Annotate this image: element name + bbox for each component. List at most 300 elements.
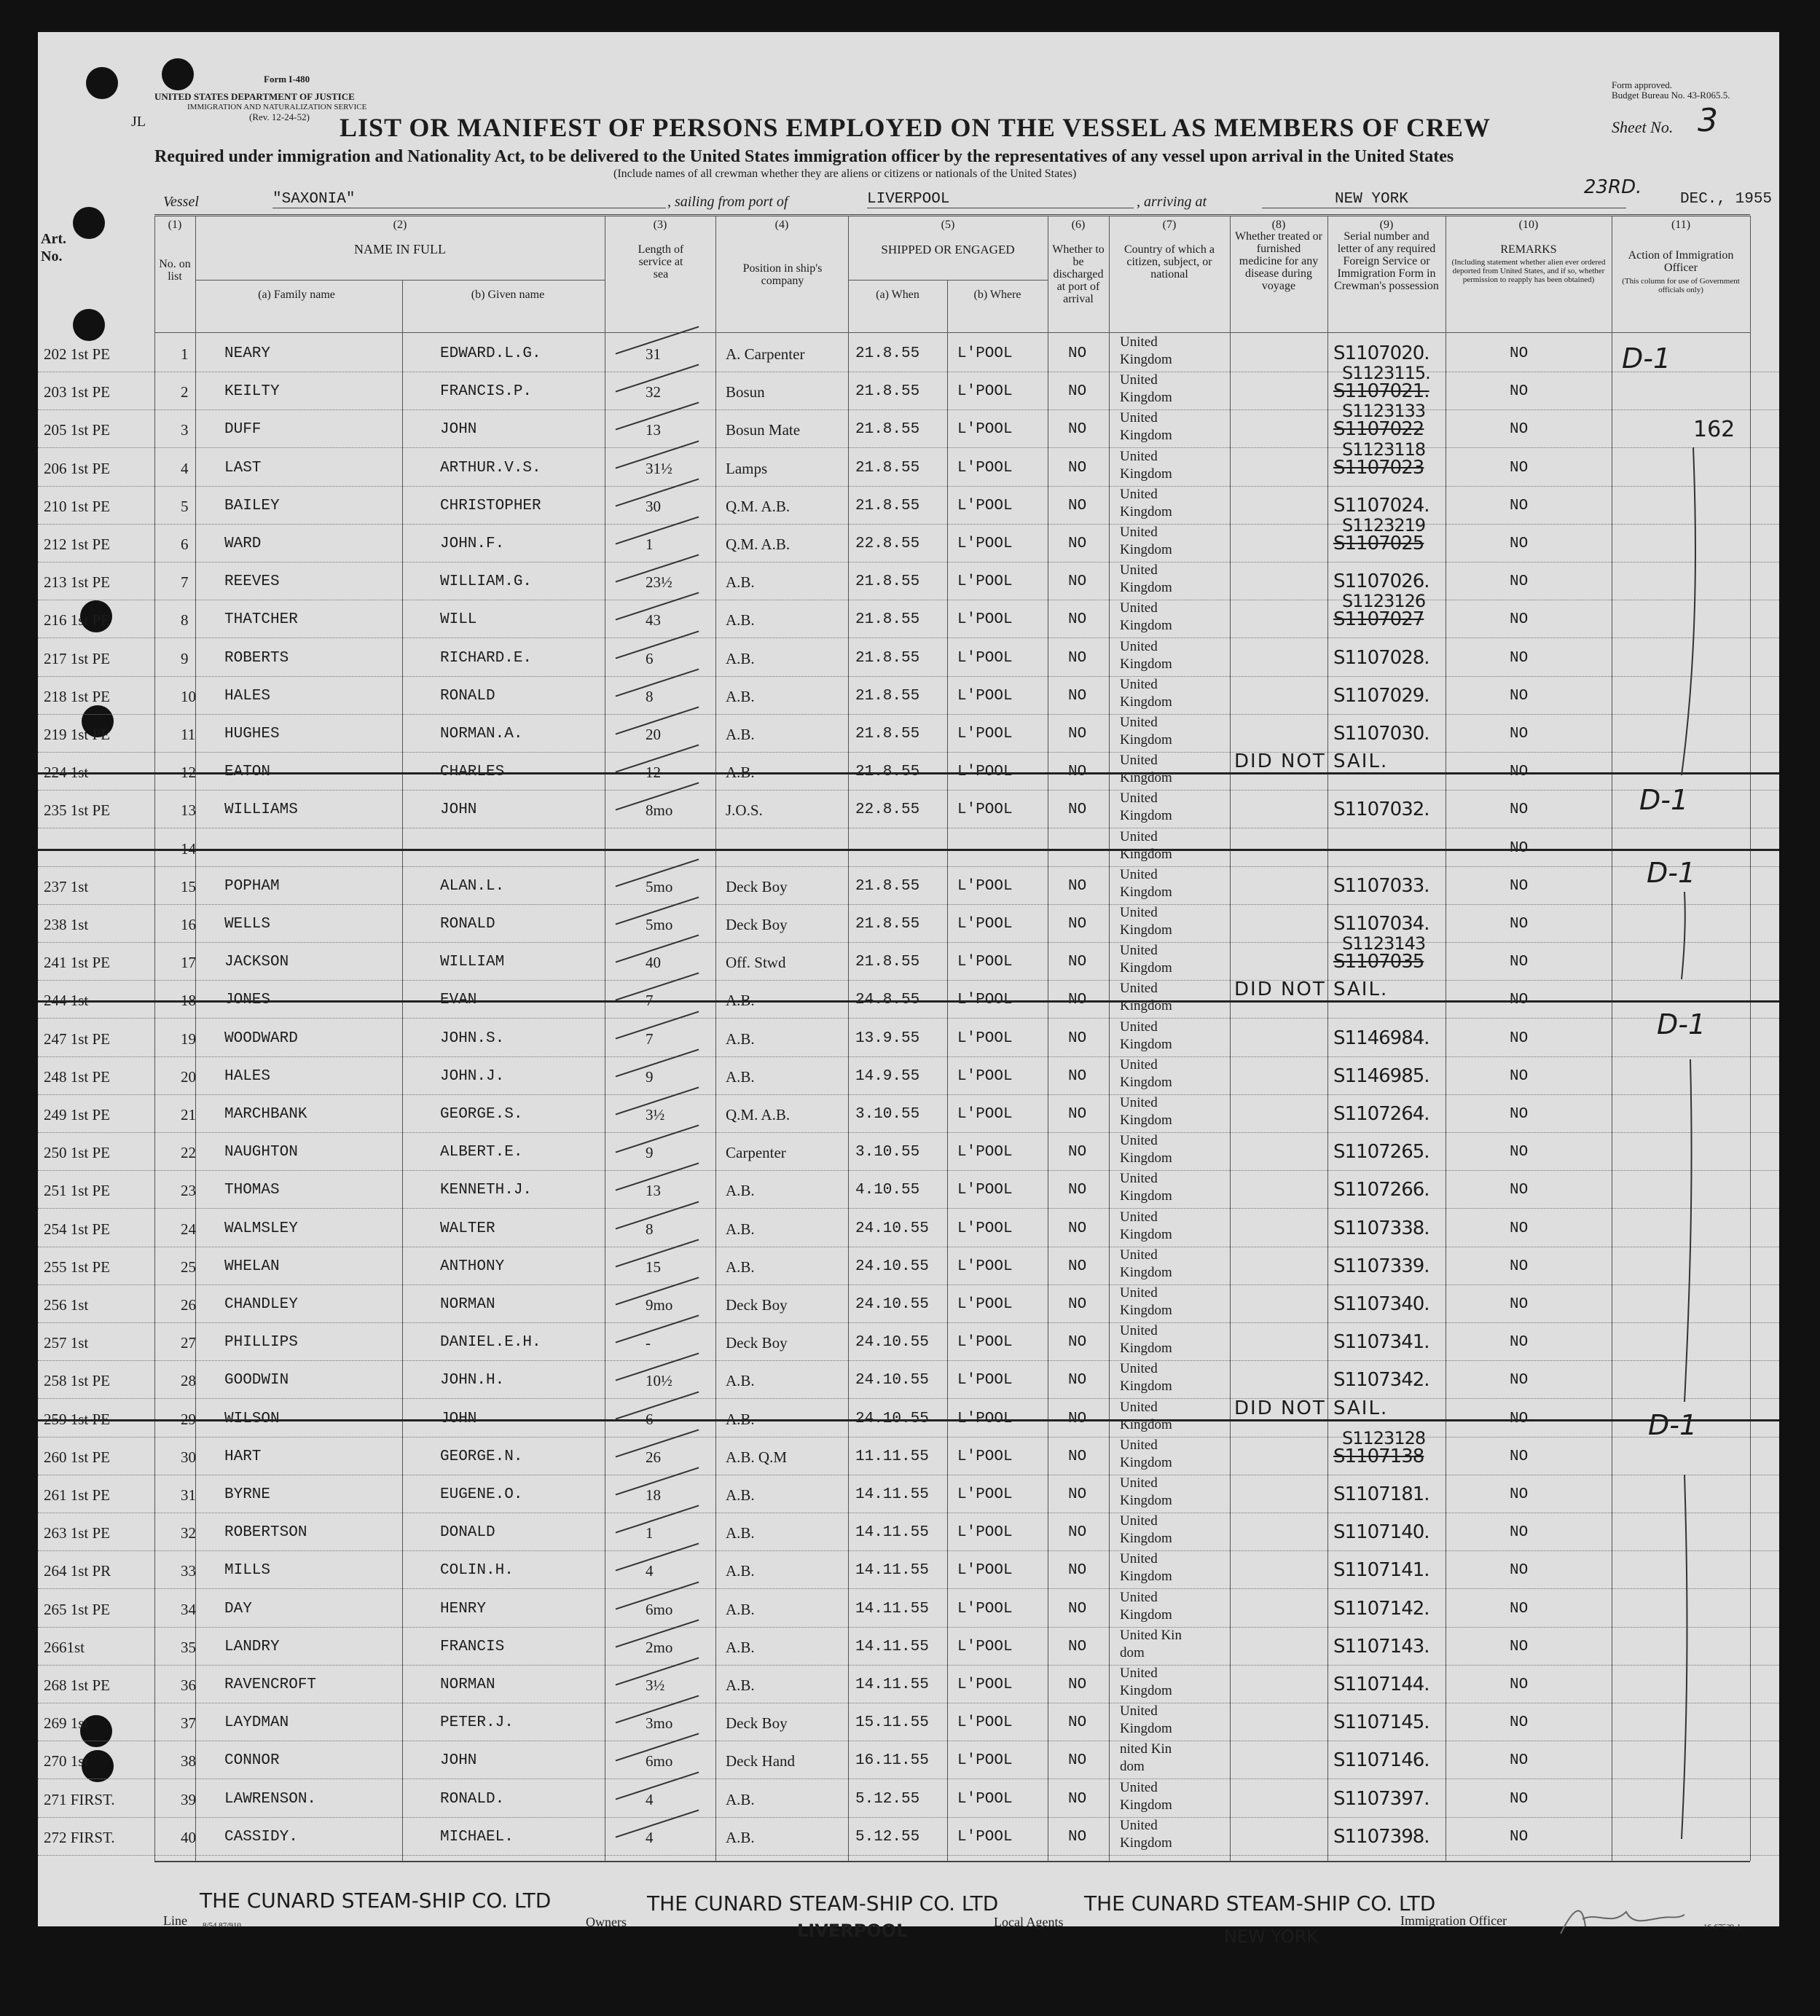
col5-header: SHIPPED OR ENGAGED [881, 243, 1015, 256]
family-name: DAY [224, 1600, 252, 1617]
country: United Kingdom [1120, 562, 1172, 596]
col4-number: (4) [774, 219, 789, 231]
discharge-flag: NO [1068, 345, 1087, 362]
given-name: ALBERT.E. [440, 1144, 523, 1161]
discharge-flag: NO [1068, 1334, 1087, 1352]
footer-rule [154, 1861, 1750, 1862]
serial-number: S1107397. [1333, 1787, 1429, 1810]
serial-number-correction: S1123118 [1342, 439, 1426, 460]
family-name: CASSIDY. [224, 1828, 298, 1846]
remarks: NO [1510, 1067, 1529, 1085]
shipped-date: 21.8.55 [855, 916, 920, 933]
family-name: THATCHER [224, 611, 298, 629]
shipped-port: L'POOL [957, 536, 1013, 552]
shipped-port: L'POOL [957, 1486, 1013, 1503]
discharge-flag: NO [1068, 764, 1087, 781]
sailing-label: , sailing from port of [667, 194, 788, 210]
position: A.B. [726, 1372, 755, 1390]
discharge-flag: NO [1068, 1448, 1087, 1465]
table-row: 255 1st PE 25 WHELAN ANTHONY 15 A.B. 24.10.55 L'POOL NO NO United Kingdom S1107339. [38, 1248, 1779, 1286]
art-number: 213 1st PE [44, 573, 111, 592]
table-row: 250 1st PE 22 NAUGHTON ALBERT.E. 9 Carpenter 3.10.55 L'POOL NO NO United Kingdom S1107265. [38, 1134, 1779, 1172]
officer-bracket-lines [1612, 338, 1750, 1868]
family-name: MILLS [224, 1562, 271, 1580]
col4-header: Position in ship's company [742, 262, 823, 287]
shipped-port: L'POOL [957, 1448, 1013, 1465]
given-name: WILLIAM.G. [440, 573, 533, 591]
strike-through-line [38, 772, 1779, 774]
row-rule [38, 904, 1779, 905]
position: A.B. [726, 1600, 755, 1618]
service-length: 6 [646, 649, 654, 667]
serial-number: S1107033. [1333, 874, 1429, 897]
remarks: NO [1510, 536, 1529, 552]
table-row: 205 1st PE 3 DUFF JOHN 13 Bosun Mate 21.8.55 L'POOL NO NO United Kingdom S1107022 S1123133 [38, 411, 1779, 449]
art-number: 254 1st PE [44, 1220, 111, 1238]
row-rule [38, 1550, 1779, 1551]
row-rule [38, 1778, 1779, 1779]
table-row: 269 1st 37 LAYDMAN PETER.J. 3mo Deck Boy 15.11.55 L'POOL NO NO United Kingdom S1107145. [38, 1704, 1779, 1742]
form-approved: Form approved. [1612, 79, 1673, 90]
table-row: 202 1st PE 1 NEARY EDWARD.L.G. 31 A. Carpenter 21.8.55 L'POOL NO NO United Kingdom S1107020. [38, 335, 1779, 373]
family-name: GOODWIN [224, 1372, 289, 1389]
position: A.B. [726, 992, 755, 1010]
shipped-port: L'POOL [957, 877, 1013, 895]
shipped-date: 21.8.55 [855, 726, 920, 742]
family-name: HALES [224, 1067, 271, 1085]
discharge-flag: NO [1068, 649, 1087, 667]
service-length: 6mo [646, 1600, 673, 1618]
shipped-date: 21.8.55 [855, 345, 920, 362]
row-rule [38, 1855, 1779, 1856]
position: A.B. [726, 1676, 755, 1694]
position: A.B. [726, 764, 755, 782]
position: A.B. [726, 1258, 755, 1276]
table-row: 235 1st PE 13 WILLIAMS JOHN 8mo J.O.S. 22.8.55 L'POOL NO NO United Kingdom S1107032. [38, 791, 1779, 829]
table-row: 251 1st PE 23 THOMAS KENNETH.J. 13 A.B. 4.10.55 L'POOL NO NO United Kingdom S1107266. [38, 1172, 1779, 1209]
discharge-flag: NO [1068, 1182, 1087, 1199]
remarks: NO [1510, 1790, 1529, 1808]
discharge-flag: NO [1068, 1029, 1087, 1047]
remarks: NO [1510, 573, 1529, 591]
given-name: JOHN.J. [440, 1067, 505, 1085]
country: United Kingdom [1120, 1361, 1172, 1395]
vessel-label: Vessel [163, 194, 199, 210]
table-row: 219 1st PE 11 HUGHES NORMAN.A. 20 A.B. 21.8.55 L'POOL NO NO United Kingdom S1107030. [38, 715, 1779, 753]
table-row: 257 1st 27 PHILLIPS DANIEL.E.H. - Deck Boy 24.10.55 L'POOL NO NO United Kingdom S1107341. [38, 1324, 1779, 1362]
shipped-date: 24.10.55 [855, 1258, 929, 1275]
position: Off. Stwd [726, 954, 786, 972]
shipped-port: L'POOL [957, 1714, 1013, 1732]
family-name: REEVES [224, 573, 280, 591]
given-name: HENRY [440, 1600, 487, 1617]
shipped-date: 14.11.55 [855, 1562, 929, 1580]
given-name: NORMAN.A. [440, 726, 523, 742]
table-row: 261 1st PE 31 BYRNE EUGENE.O. 18 A.B. 14.11.55 L'POOL NO NO United Kingdom S1107181. [38, 1476, 1779, 1514]
col7-number: (7) [1162, 219, 1177, 231]
family-name: LAST [224, 459, 262, 476]
service-length: 9mo [646, 1296, 673, 1314]
country: United Kingdom [1120, 943, 1172, 976]
given-name: WILL [440, 611, 477, 629]
position: A.B. [726, 726, 755, 743]
art-no-header: Art. No. [41, 231, 66, 264]
position: Deck Boy [726, 1296, 788, 1314]
shipped-port: L'POOL [957, 1372, 1013, 1389]
row-rule [38, 409, 1779, 410]
position: A.B. [726, 1220, 755, 1238]
family-name: JONES [224, 992, 271, 1009]
family-name: JACKSON [224, 954, 289, 971]
remarks: NO [1510, 726, 1529, 742]
serial-number: S1146985. [1333, 1064, 1429, 1087]
remarks: NO [1510, 1372, 1529, 1389]
discharge-flag: NO [1068, 801, 1087, 819]
serial-number: S1107342. [1333, 1369, 1429, 1392]
shipped-date: 22.8.55 [855, 801, 920, 819]
art-number: 248 1st PE [44, 1067, 111, 1086]
line-label: Line [163, 1913, 187, 1928]
shipped-port: L'POOL [957, 1144, 1013, 1161]
remarks: NO [1510, 1524, 1529, 1542]
given-name: MICHAEL. [440, 1828, 514, 1846]
art-number: 269 1st [44, 1714, 89, 1733]
family-name: NEARY [224, 345, 271, 362]
remarks: NO [1510, 1638, 1529, 1655]
service-length: 30 [646, 497, 661, 515]
discharge-flag: NO [1068, 1638, 1087, 1655]
shipped-date: 5.12.55 [855, 1828, 920, 1846]
print-code: 8/54 87/910 [203, 1921, 241, 1930]
serial-number-correction: S1123115. [1342, 363, 1430, 384]
art-number: 249 1st PE [44, 1106, 111, 1123]
col7-header: Country of which a citizen, subject, or national [1124, 243, 1215, 281]
shipped-port: L'POOL [957, 1067, 1013, 1085]
col3-header: Length of service at sea [638, 243, 684, 281]
row-rule [38, 676, 1779, 677]
art-number: 218 1st PE [44, 687, 111, 705]
row-rule [38, 942, 1779, 943]
country: United Kingdom [1120, 1171, 1172, 1204]
position: A.B. [726, 1790, 755, 1808]
serial-number: S1107025 [1333, 533, 1424, 554]
family-name: POPHAM [224, 877, 280, 895]
discharge-flag: NO [1068, 1486, 1087, 1503]
port-of-departure: LIVERPOOL [867, 191, 1134, 208]
remarks: NO [1510, 649, 1529, 667]
serial-number: S1107144. [1333, 1674, 1429, 1695]
country: United Kingdom [1120, 715, 1172, 748]
remarks: NO [1510, 1752, 1529, 1770]
art-number: 237 1st [44, 877, 89, 895]
col11-note: (This column for use of Government officials only) [1622, 277, 1740, 294]
remarks: NO [1510, 1676, 1529, 1693]
serial-number-correction: S1123133 [1342, 401, 1426, 422]
remarks: NO [1510, 992, 1529, 1009]
officer-label: Immigration Officer [1400, 1913, 1507, 1928]
service-length: 43 [646, 611, 661, 629]
shipped-port: L'POOL [957, 726, 1013, 742]
table-row: 271 FIRST. 39 LAWRENSON. RONALD. 4 A.B. 5.12.55 L'POOL NO NO United Kingdom S1107397. [38, 1781, 1779, 1819]
service-length: 15 [646, 1258, 661, 1276]
table-row: 247 1st PE 19 WOODWARD JOHN.S. 7 A.B. 13.9.55 L'POOL NO NO United Kingdom S1146984. [38, 1020, 1779, 1058]
given-name: ARTHUR.V.S. [440, 459, 541, 476]
art-number: 235 1st PE [44, 801, 111, 820]
shipped-port: L'POOL [957, 916, 1013, 933]
given-name: JOHN [440, 1410, 477, 1427]
shipped-date: 14.11.55 [855, 1638, 929, 1655]
family-name: HART [224, 1448, 262, 1465]
serial-number: S1107022 [1333, 418, 1424, 441]
shipped-port: L'POOL [957, 1334, 1013, 1352]
shipped-date: 4.10.55 [855, 1182, 920, 1199]
service-length: 4 [646, 1562, 654, 1580]
shipped-port: L'POOL [957, 421, 1013, 439]
table-row: 268 1st PE 36 RAVENCROFT NORMAN 3½ A.B. 14.11.55 L'POOL NO NO United Kingdom S1107144. [38, 1666, 1779, 1704]
family-name: WOODWARD [224, 1029, 298, 1047]
service-length: 4 [646, 1828, 654, 1846]
col11-number: (11) [1671, 219, 1691, 231]
table-top-rule [154, 214, 1750, 216]
service-length: 6 [646, 1410, 654, 1428]
discharge-flag: NO [1068, 1067, 1087, 1085]
row-rule [38, 1588, 1779, 1589]
family-name: KEILTY [224, 383, 280, 401]
country: United Kingdom [1120, 1056, 1172, 1090]
d1-annotation: D-1 [1639, 784, 1689, 816]
remarks: NO [1510, 1714, 1529, 1732]
service-length: 3½ [646, 1106, 665, 1123]
col8-number: (8) [1271, 219, 1286, 231]
art-number: 217 1st PE [44, 649, 111, 667]
art-number: 271 FIRST. [44, 1790, 115, 1808]
remarks: NO [1510, 1106, 1529, 1123]
row-rule [38, 1018, 1779, 1019]
serial-number-correction: S1123128 [1342, 1427, 1426, 1448]
position: Deck Hand [726, 1752, 796, 1770]
serial-number: S1107339. [1333, 1255, 1429, 1277]
position: Bosun [726, 383, 765, 401]
serial-number: S1107023 [1333, 456, 1424, 479]
position: Deck Boy [726, 1714, 788, 1733]
art-number: 210 1st PE [44, 497, 111, 515]
discharge-flag: NO [1068, 877, 1087, 895]
row-rule [38, 714, 1779, 715]
table-row: 203 1st PE 2 KEILTY FRANCIS.P. 32 Bosun 21.8.55 L'POOL NO NO United Kingdom S1107021. S1123115. [38, 373, 1779, 411]
row-rule [38, 1170, 1779, 1171]
shipped-date: 5.12.55 [855, 1790, 920, 1808]
shipped-date: 11.11.55 [855, 1448, 929, 1465]
shipped-date: 14.11.55 [855, 1486, 929, 1503]
agents-city: NEW YORK [1224, 1926, 1319, 1947]
page-title: LIST OR MANIFEST OF PERSONS EMPLOYED ON THE VESSEL AS MEMBERS OF CREW [340, 113, 1491, 142]
discharge-flag: NO [1068, 1714, 1087, 1732]
serial-number: S1107264. [1333, 1103, 1429, 1125]
family-name: ROBERTS [224, 649, 289, 667]
discharge-flag: NO [1068, 1106, 1087, 1123]
position: Deck Boy [726, 916, 788, 933]
col9-header: Serial number and letter of any required Foreign Service or Immigration Form in Crewman's possession [1334, 230, 1439, 292]
serial-number: S1107035 [1333, 951, 1424, 973]
arrival-day: 23RD. [1584, 176, 1642, 198]
col1-header: No. on list [159, 258, 191, 283]
count-annotation: 162 [1693, 417, 1735, 442]
given-name: GEORGE.S. [440, 1106, 523, 1123]
art-number: 265 1st PE [44, 1600, 111, 1618]
family-name: HALES [224, 687, 271, 705]
family-name: LANDRY [224, 1638, 280, 1655]
row-rule [38, 1284, 1779, 1285]
country: United Kingdom [1120, 753, 1172, 786]
given-name: JOHN.F. [440, 536, 505, 552]
remarks: NO [1510, 383, 1529, 401]
remarks: NO [1510, 916, 1529, 933]
punch-hole [86, 67, 118, 99]
shipped-port: L'POOL [957, 764, 1013, 781]
table-row: 241 1st PE 17 JACKSON WILLIAM 40 Off. Stwd 21.8.55 L'POOL NO NO United Kingdom S1107035 S1123143 [38, 944, 1779, 981]
family-name: MARCHBANK [224, 1106, 307, 1123]
table-row: 265 1st PE 34 DAY HENRY 6mo A.B. 14.11.55 L'POOL NO NO United Kingdom S1107142. [38, 1591, 1779, 1628]
shipped-port: L'POOL [957, 1296, 1013, 1313]
given-name: EDWARD.L.G. [440, 345, 541, 362]
family-name: HUGHES [224, 726, 280, 742]
service-length: 32 [646, 383, 661, 401]
shipped-date: 24.10.55 [855, 1410, 929, 1427]
position: J.O.S. [726, 801, 763, 820]
art-number: 268 1st PE [44, 1676, 111, 1694]
remarks: NO [1510, 1296, 1529, 1313]
table-row: 206 1st PE 4 LAST ARTHUR.V.S. 31½ Lamps 21.8.55 L'POOL NO NO United Kingdom S1107023 S1123118 [38, 450, 1779, 487]
art-number: 203 1st PE [44, 383, 111, 401]
shipped-port: L'POOL [957, 687, 1013, 705]
service-length: 8mo [646, 801, 673, 820]
table-row: 218 1st PE 10 HALES RONALD 8 A.B. 21.8.55 L'POOL NO NO United Kingdom S1107029. [38, 678, 1779, 715]
serial-number: S1107143. [1333, 1635, 1429, 1658]
country: United Kingdom [1120, 905, 1172, 938]
row-rule [38, 447, 1779, 448]
art-number: 2661st [44, 1638, 85, 1656]
family-name: WILLIAMS [224, 801, 298, 819]
shipped-date: 21.8.55 [855, 497, 920, 514]
position: A.B. [726, 1638, 755, 1656]
row-rule [38, 1132, 1779, 1133]
shipped-port: L'POOL [957, 1258, 1013, 1275]
shipped-date: 21.8.55 [855, 687, 920, 705]
row-rule [38, 1817, 1779, 1818]
position: A. Carpenter [726, 345, 805, 363]
country: United Kingdom [1120, 448, 1172, 482]
service-length: 23½ [646, 573, 672, 592]
discharge-flag: NO [1068, 1676, 1087, 1693]
vessel-name: "SAXONIA" [272, 191, 666, 208]
discharge-flag: NO [1068, 687, 1087, 705]
serial-number: S1107026. [1333, 570, 1429, 593]
service-length: 7 [646, 1029, 654, 1048]
remarks: NO [1510, 1486, 1529, 1503]
country: United Kingdom [1120, 1019, 1172, 1052]
remarks: NO [1510, 1029, 1529, 1047]
service-length: 5mo [646, 916, 673, 933]
line-company: THE CUNARD STEAM-SHIP CO. LTD [200, 1888, 552, 1913]
country: United Kingdom [1120, 1475, 1172, 1508]
art-number: 224 1st [44, 764, 89, 782]
table-row: 254 1st PE 24 WALMSLEY WALTER 8 A.B. 24.10.55 L'POOL NO NO United Kingdom S1107338. [38, 1210, 1779, 1248]
service-length: 9 [646, 1144, 654, 1162]
serial-number: S1107145. [1333, 1711, 1429, 1734]
shipped-date: 3.10.55 [855, 1106, 920, 1123]
serial-number: S1107034. [1333, 913, 1429, 935]
col8-header: Whether treated or furnished medicine for any disease during voyage [1235, 230, 1322, 292]
serial-number: S1107030. [1333, 723, 1429, 745]
table-row: 217 1st PE 9 ROBERTS RICHARD.E. 6 A.B. 21.8.55 L'POOL NO NO United Kingdom S1107028. [38, 640, 1779, 678]
service-length: 1 [646, 1524, 654, 1542]
table-row: 238 1st 16 WELLS RONALD 5mo Deck Boy 21.8.55 L'POOL NO NO United Kingdom S1107034. [38, 906, 1779, 944]
given-name: ALAN.L. [440, 877, 505, 895]
given-name: RONALD. [440, 1790, 505, 1808]
shipped-port: L'POOL [957, 1676, 1013, 1693]
art-number: 212 1st PE [44, 536, 111, 553]
position: Carpenter [726, 1144, 786, 1162]
given-name: EVAN [440, 992, 477, 1009]
owners-label: Owners [586, 1915, 627, 1929]
family-name: EATON [224, 764, 271, 781]
family-name: LAWRENSON. [224, 1790, 317, 1808]
given-name: ANTHONY [440, 1258, 505, 1275]
col2-number: (2) [393, 219, 407, 231]
shipped-port: L'POOL [957, 1638, 1013, 1655]
art-number: 261 1st PE [44, 1486, 111, 1504]
shipped-date: 14.11.55 [855, 1676, 929, 1693]
shipped-port: L'POOL [957, 1790, 1013, 1808]
col10-header: REMARKS [1500, 243, 1557, 256]
remarks: NO [1510, 1258, 1529, 1275]
family-name: PHILLIPS [224, 1334, 298, 1352]
discharge-flag: NO [1068, 573, 1087, 591]
owners-company: THE CUNARD STEAM-SHIP CO. LTD [647, 1891, 999, 1915]
country: United Kingdom [1120, 1095, 1172, 1128]
given-name: RONALD [440, 687, 495, 705]
sheet-number: 3 [1698, 102, 1718, 139]
col9-number: (9) [1379, 219, 1394, 231]
col11-header: Action of Immigration Officer [1628, 249, 1734, 274]
remarks: NO [1510, 1220, 1529, 1237]
serial-number: S1107141. [1333, 1559, 1429, 1582]
shipped-date: 24.10.55 [855, 1296, 929, 1313]
family-name: NAUGHTON [224, 1144, 298, 1161]
service-length: 8 [646, 687, 654, 705]
position: A.B. Q.M [726, 1448, 788, 1466]
budget-bureau: Budget Bureau No. 43-R065.5. [1612, 90, 1730, 101]
service-length: 18 [646, 1486, 661, 1504]
did-not-sail-note: DID NOT SAIL. [1234, 750, 1389, 773]
serial-number: S1107029. [1333, 684, 1429, 707]
punch-hole [162, 58, 194, 90]
table-header-rule [154, 332, 1750, 333]
remarks: NO [1510, 1600, 1529, 1617]
strike-through-line [38, 1419, 1779, 1421]
shipped-date: 3.10.55 [855, 1144, 920, 1161]
serial-number: S1107027 [1333, 608, 1424, 631]
country: United Kingdom [1120, 866, 1172, 900]
country: United Kingdom [1120, 1323, 1172, 1357]
given-name: CHRISTOPHER [440, 497, 541, 514]
manifest-sheet [38, 32, 1779, 1947]
art-number: 272 FIRST. [44, 1828, 115, 1846]
remarks: NO [1510, 345, 1529, 362]
serial-number: S1107398. [1333, 1825, 1429, 1848]
shipped-subrule [848, 280, 1048, 281]
art-number: 255 1st PE [44, 1258, 111, 1276]
